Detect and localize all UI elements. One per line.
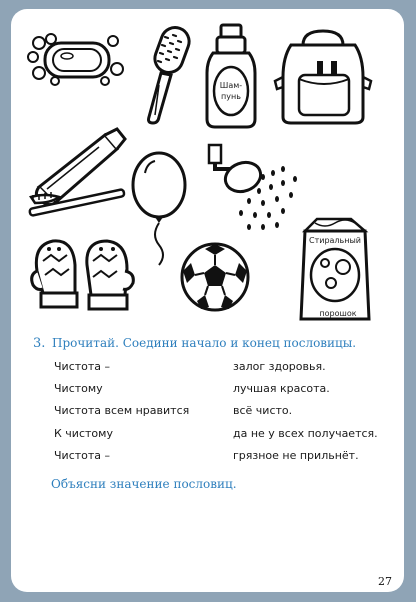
proverb-end-4[interactable]: да не у всех получается. [233, 427, 378, 440]
proverb-end-5[interactable]: грязное не прильнёт. [233, 449, 359, 462]
page-number: 27 [378, 575, 392, 588]
mittens-icon [29, 231, 139, 321]
proverb-start-1[interactable]: Чистота – [54, 360, 111, 373]
shower-head-icon [201, 139, 301, 239]
shampoo-label-bottom: пунь [221, 92, 241, 101]
followup-instruction: Объясни значение пословиц. [51, 477, 237, 491]
soap-icon [25, 29, 125, 89]
powder-label-bottom: порошок [319, 309, 357, 318]
proverb-start-4[interactable]: К чистому [54, 427, 113, 440]
proverb-end-3[interactable]: всё чисто. [233, 404, 293, 417]
proverb-start-3[interactable]: Чистота всем нравится [54, 404, 190, 417]
shampoo-label-top: Шам- [219, 81, 243, 90]
task-instruction: Прочитай. Соедини начало и конец пословицы. [52, 336, 357, 350]
shampoo-bottle-icon [199, 21, 263, 131]
proverb-start-5[interactable]: Чистота – [54, 449, 111, 462]
proverb-end-2[interactable]: лучшая красота. [233, 382, 330, 395]
proverb-start-2[interactable]: Чистому [54, 382, 103, 395]
backpack-icon [273, 27, 373, 127]
workbook-page [11, 9, 404, 592]
soccer-ball-icon [179, 241, 251, 313]
proverb-end-1[interactable]: залог здоровья. [233, 360, 326, 373]
hairbrush-icon [131, 25, 201, 125]
powder-label-top: Стиральный [309, 236, 361, 245]
task-number: 3. [33, 336, 46, 351]
toothpaste-toothbrush-icon [25, 125, 135, 215]
